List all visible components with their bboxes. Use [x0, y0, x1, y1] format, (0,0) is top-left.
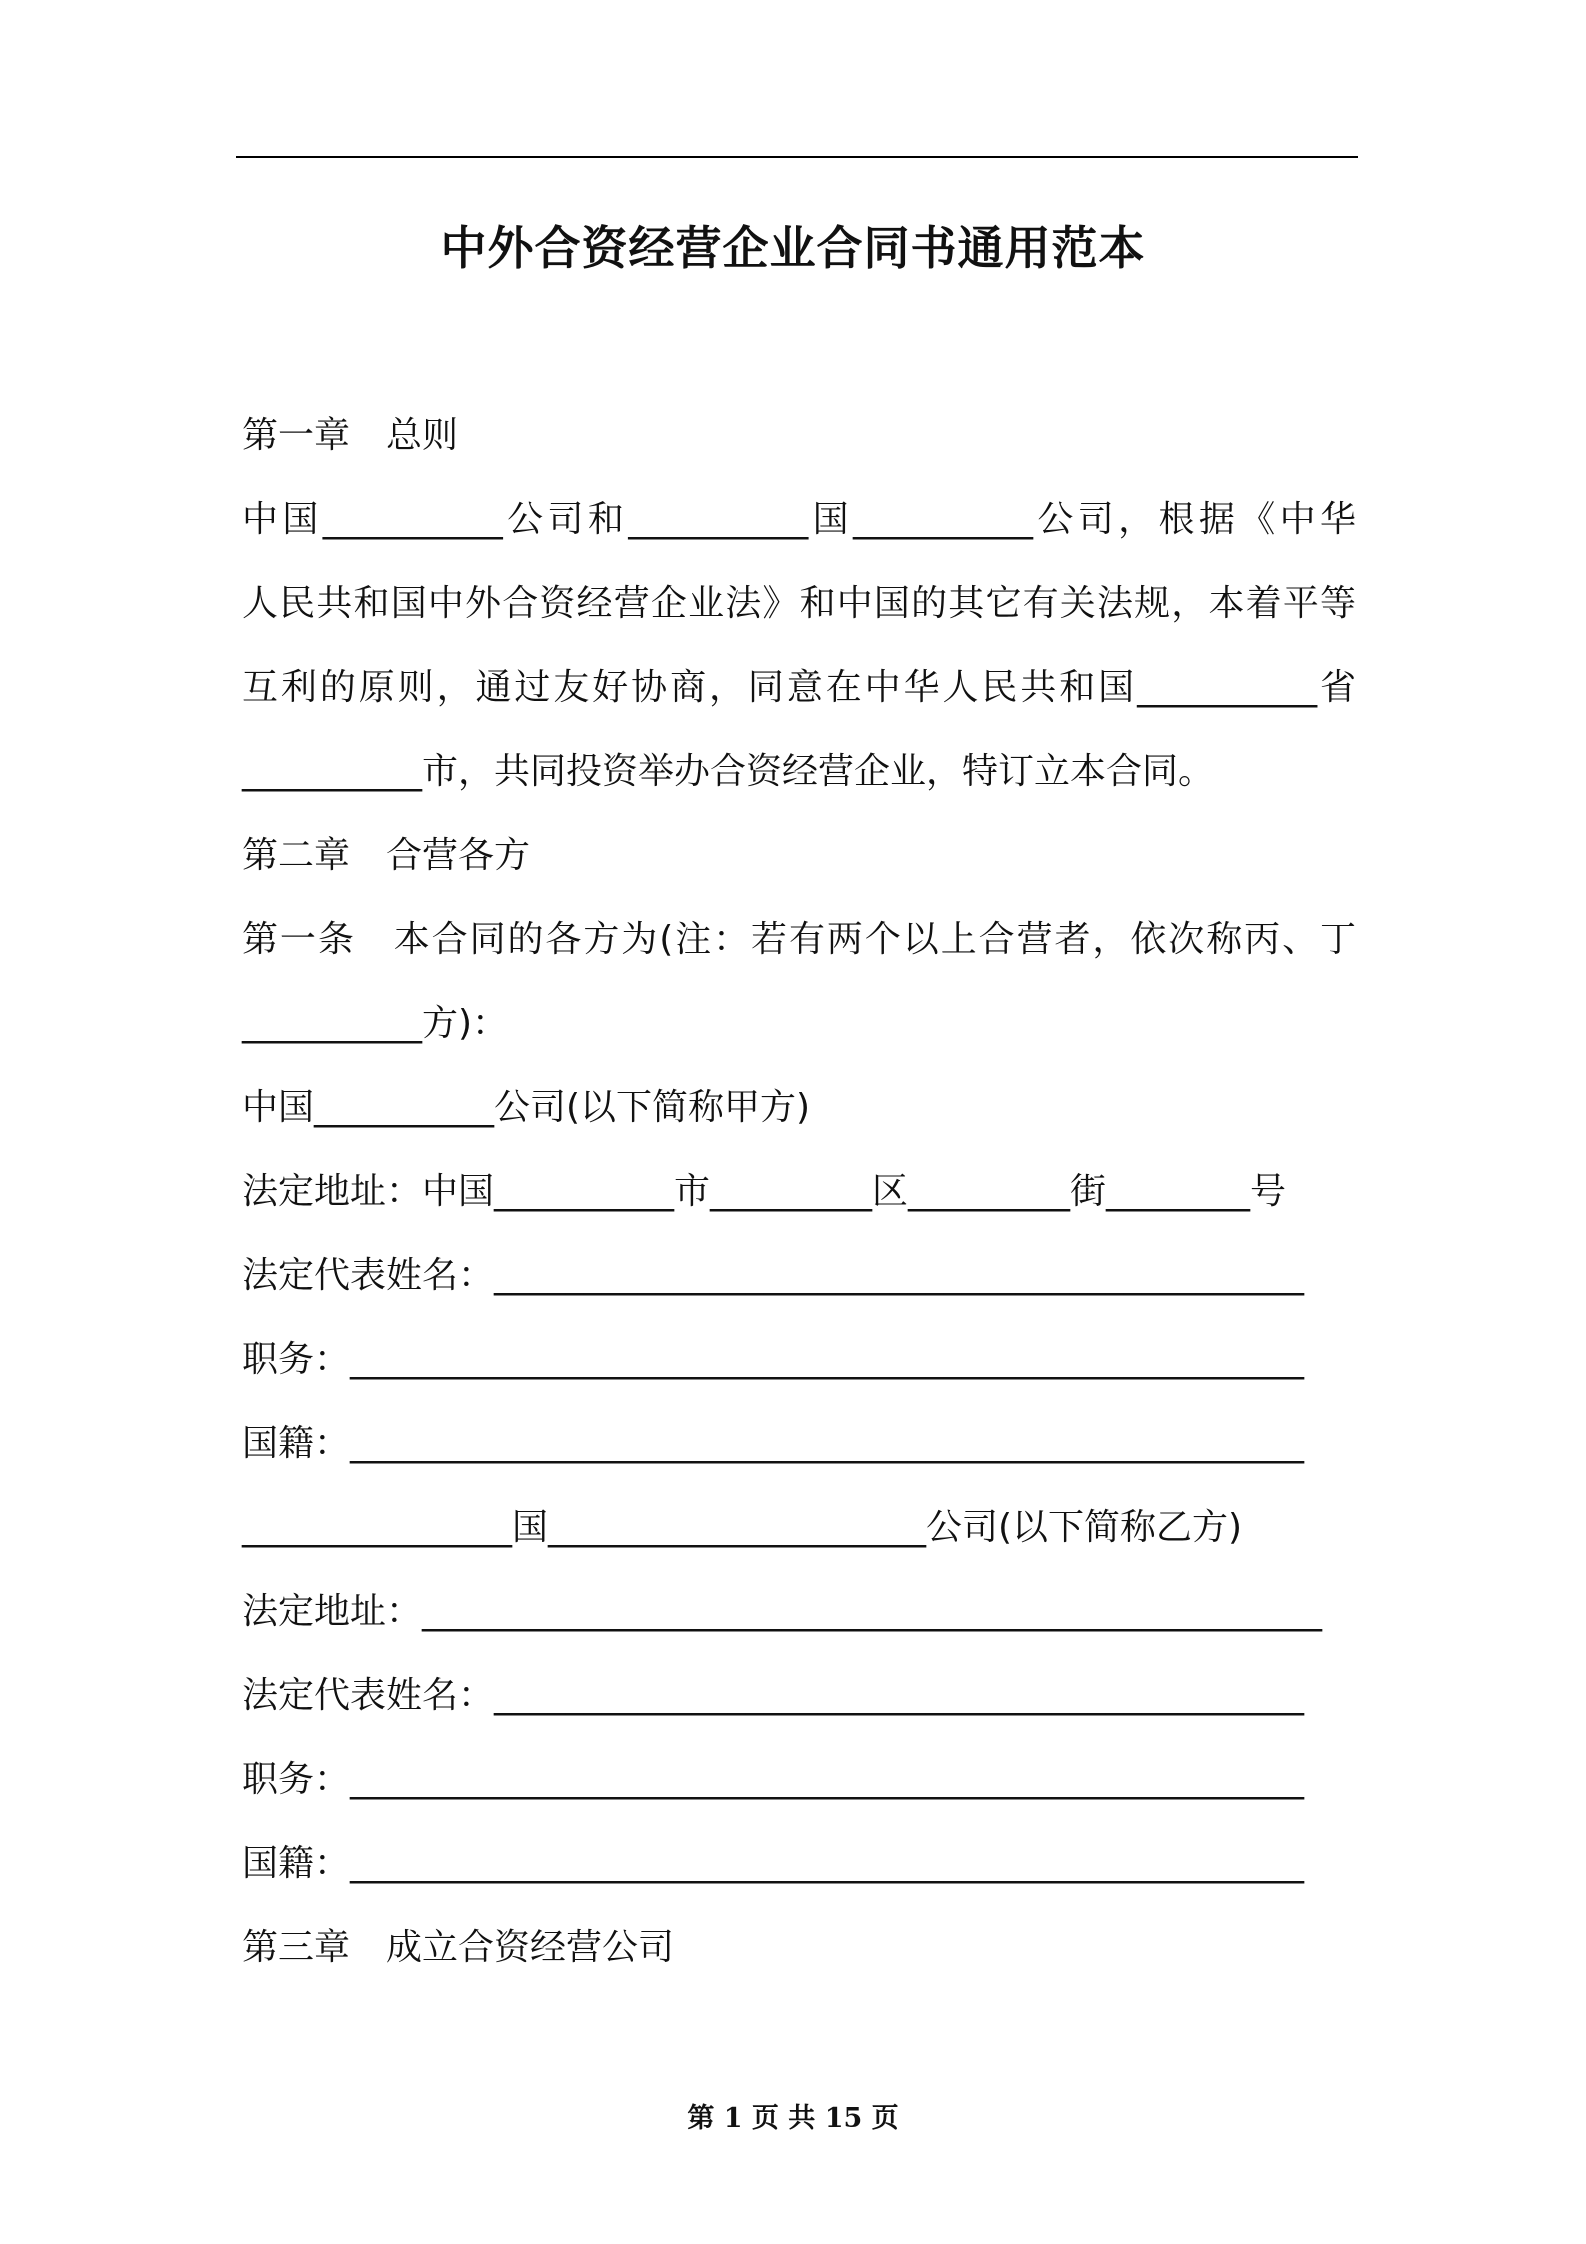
- paragraph-line: 中国__________公司和__________国__________公司，根据《中华: [242, 499, 1356, 540]
- party-b-name: _______________国_____________________公司(以下简称乙方): [242, 1507, 1243, 1548]
- party-a-representative: 法定代表姓名：_____________________________________________: [242, 1255, 1305, 1296]
- party-a-address: 法定地址：中国__________市_________区_________街________号: [242, 1171, 1287, 1212]
- paragraph-line: 互利的原则，通过友好协商，同意在中华人民共和国__________省: [242, 667, 1356, 708]
- party-a-position: 职务：_____________________________________________________: [242, 1339, 1304, 1380]
- article-line: __________方)：: [242, 1003, 509, 1044]
- header-rule: [236, 156, 1358, 158]
- page-number: 第 1 页 共 15 页: [687, 2103, 899, 2134]
- chapter-heading: 第二章 合营各方: [242, 835, 531, 876]
- party-a-nationality: 国籍：_____________________________________________________: [242, 1423, 1304, 1464]
- chapter-heading: 第一章 总则: [242, 415, 459, 456]
- article-line: 第一条 本合同的各方为(注：若有两个以上合营者，依次称丙、丁: [242, 919, 1356, 960]
- party-b-representative: 法定代表姓名：_____________________________________________: [242, 1675, 1305, 1716]
- paragraph-line: __________市，共同投资举办合资经营企业，特订立本合同。: [242, 751, 1215, 792]
- paragraph-line: 人民共和国中外合资经营企业法》和中国的其它有关法规，本着平等: [242, 583, 1356, 624]
- party-b-address: 法定地址：__________________________________________________: [242, 1591, 1323, 1632]
- party-b-nationality: 国籍：_____________________________________________________: [242, 1843, 1304, 1884]
- party-b-position: 职务：_____________________________________________________: [242, 1759, 1304, 1800]
- document-title: 中外合资经营企业合同书通用范本: [440, 221, 1146, 275]
- chapter-heading: 第三章 成立合资经营公司: [242, 1927, 675, 1968]
- party-a-name: 中国__________公司(以下简称甲方): [242, 1087, 811, 1128]
